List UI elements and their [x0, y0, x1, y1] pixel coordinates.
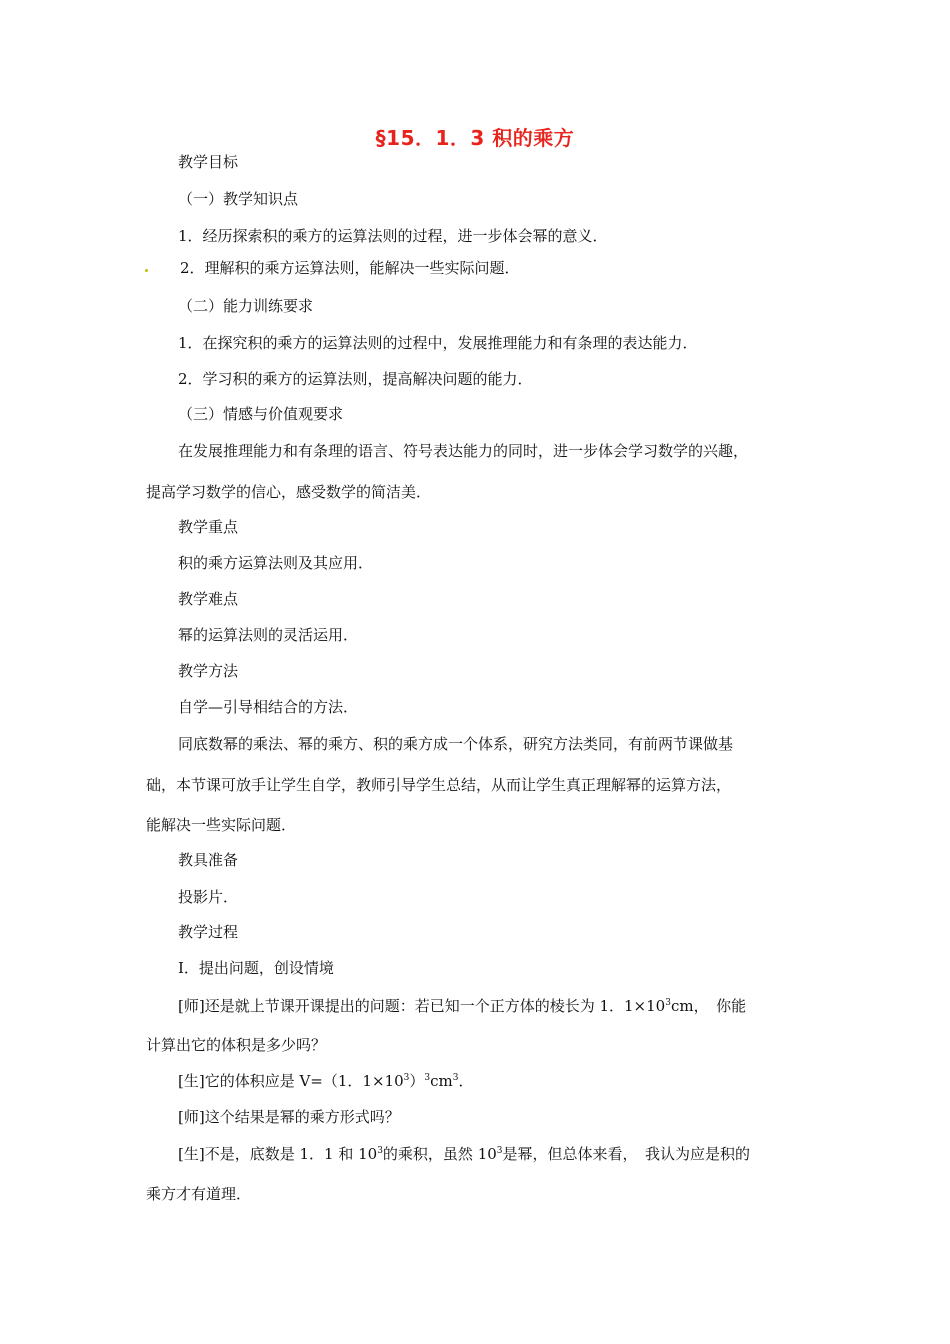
text-run: cm， 你能 — [670, 997, 747, 1015]
paragraph-line: 2．学习积的乘方的运算法则，提高解决问题的能力． — [178, 370, 533, 388]
paragraph-line: 投影片． — [178, 888, 239, 906]
heading-objectives: 教学目标 — [178, 153, 239, 171]
dialogue-line — [178, 1144, 750, 1164]
dialogue-line — [178, 996, 746, 1016]
heading-key-point: 教学重点 — [178, 518, 239, 536]
paragraph-line: 积的乘方运算法则及其应用． — [178, 554, 374, 572]
heading-method: 教学方法 — [178, 662, 239, 680]
text-run: ． — [458, 1072, 474, 1090]
paragraph-line: 础，本节课可放手让学生自学，教师引导学生总结，从而让学生真正理解幂的运算方法， — [146, 776, 732, 794]
paragraph-line: 1．经历探索积的乘方的运算法则的过程，进一步体会幂的意义． — [178, 227, 608, 245]
paragraph-line: 乘方才有道理． — [146, 1185, 252, 1203]
text-run: [师]还是就上节课开课提出的问题：若已知一个正方体的棱长为 1．1×10 — [178, 997, 666, 1015]
superscript: 3 — [403, 1073, 410, 1083]
paragraph-line: 计算出它的体积是多少吗？ — [146, 1036, 327, 1054]
heading-process: 教学过程 — [178, 923, 239, 941]
paragraph-line: 能解决一些实际问题． — [146, 816, 297, 834]
paragraph-line: Ⅰ．提出问题，创设情境 — [178, 959, 334, 977]
paragraph-line: 自学—引导相结合的方法． — [178, 698, 359, 716]
paragraph-line: 同底数幂的乘法、幂的乘方、积的乘方成一个体系，研究方法类同，有前两节课做基 — [178, 735, 734, 753]
text-run: ） — [409, 1072, 425, 1090]
superscript: 3 — [665, 998, 671, 1008]
superscript: 3 — [424, 1073, 431, 1083]
heading-tools: 教具准备 — [178, 851, 239, 869]
page-title: §15．1．3 积的乘方 — [375, 126, 575, 150]
paragraph-line: 2．理解积的乘方运算法则，能解决一些实际问题． — [180, 259, 520, 277]
subheading-ability: （二）能力训练要求 — [178, 297, 314, 315]
text-run: cm — [430, 1072, 453, 1090]
text-run: [生]不是，底数是 1．1 和 10 — [178, 1145, 378, 1163]
dialogue-line: [师]这个结果是幂的乘方形式吗？ — [178, 1108, 400, 1126]
paragraph-line: 在发展推理能力和有条理的语言、符号表达能力的同时，进一步体会学习数学的兴趣， — [178, 442, 749, 460]
text-run: [生]它的体积应是 V=（1．1×10 — [178, 1072, 404, 1090]
paragraph-line: 幂的运算法则的灵活运用． — [178, 626, 359, 644]
paragraph-line: 1．在探究积的乘方的运算法则的过程中，发展推理能力和有条理的表达能力． — [178, 334, 698, 352]
subheading-emotion: （三）情感与价值观要求 — [178, 405, 344, 423]
stray-dot — [145, 269, 148, 272]
text-run: 是幂，但总体来看， 我认为应是积的 — [502, 1145, 751, 1163]
heading-difficulty: 教学难点 — [178, 590, 239, 608]
superscript: 3 — [452, 1073, 459, 1083]
paragraph-line: 提高学习数学的信心，感受数学的简洁美． — [146, 483, 432, 501]
subheading-knowledge: （一）教学知识点 — [178, 190, 299, 208]
superscript: 3 — [377, 1146, 383, 1156]
text-run: 的乘积，虽然 10 — [382, 1145, 497, 1163]
superscript: 3 — [496, 1146, 503, 1156]
dialogue-line — [178, 1071, 473, 1091]
